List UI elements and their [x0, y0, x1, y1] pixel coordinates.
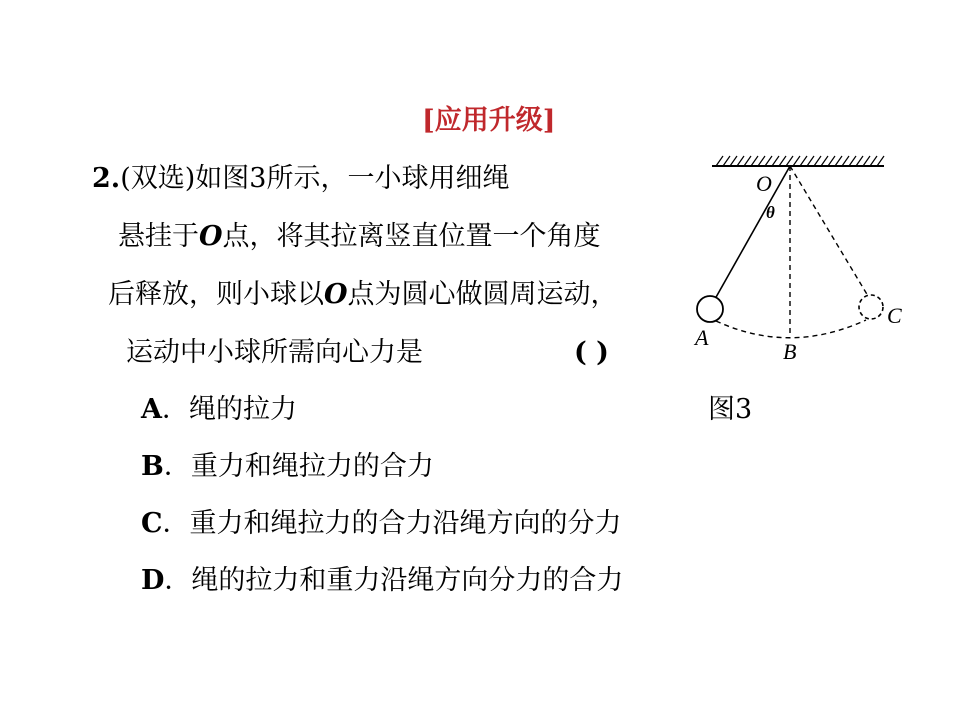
ball-c-dashed — [859, 295, 883, 319]
option-letter: A — [141, 394, 162, 425]
arc-path-dashed — [716, 320, 866, 338]
hatch-mark — [828, 156, 835, 166]
hatch-mark — [716, 156, 723, 166]
option-separator: ． — [163, 451, 191, 482]
option-a — [141, 393, 297, 427]
hatch-mark — [870, 156, 877, 166]
section-header: [应用升级] — [422, 105, 556, 136]
option-text: 重力和绳拉力的合力沿绳方向的分力 — [189, 508, 622, 539]
hatch-mark — [849, 156, 856, 166]
hatch-mark — [821, 156, 828, 166]
hatch-mark — [751, 156, 758, 166]
hatch-mark — [814, 156, 821, 166]
hatch-mark — [723, 156, 730, 166]
question-text-2a: 悬挂于 — [118, 221, 199, 252]
question-line-3 — [108, 278, 618, 312]
label-a: A — [695, 325, 709, 350]
option-c — [141, 507, 622, 541]
question-text-3b: 点为圆心做圆周运动， — [347, 279, 618, 310]
hatch-mark — [779, 156, 786, 166]
label-c: C — [887, 303, 902, 328]
point-o-label: O — [324, 279, 348, 310]
hatch-mark — [758, 156, 765, 166]
label-o: O — [756, 171, 772, 196]
hatch-mark — [863, 156, 870, 166]
string-to-a — [715, 166, 790, 299]
figure-caption: 图3 — [708, 394, 753, 425]
hatch-mark — [835, 156, 842, 166]
question-line-4: 运动中小球所需向心力是 — [126, 337, 423, 368]
option-text: 绳的拉力 — [188, 394, 297, 425]
option-d — [141, 564, 623, 598]
hatch-mark — [786, 156, 793, 166]
ceiling-hatch — [716, 156, 884, 166]
hatch-mark — [737, 156, 744, 166]
option-letter: C — [141, 508, 163, 539]
option-letter: D — [141, 565, 165, 596]
option-separator: ． — [162, 508, 190, 539]
option-text: 重力和绳拉力的合力 — [190, 451, 434, 482]
hatch-mark — [730, 156, 737, 166]
hatch-mark — [772, 156, 779, 166]
hatch-mark — [793, 156, 800, 166]
label-b: B — [783, 339, 797, 364]
question-number: 2. — [92, 163, 121, 194]
question-text-2b: 点，将其拉离竖直位置一个角度 — [222, 221, 601, 252]
hatch-mark — [842, 156, 849, 166]
label-theta: θ — [766, 203, 775, 222]
hatch-mark — [744, 156, 751, 166]
option-separator: ． — [161, 394, 189, 425]
hatch-mark — [877, 156, 884, 166]
pendulum-figure — [690, 146, 902, 366]
question-text-3a: 后释放，则小球以 — [108, 279, 324, 310]
answer-blank: ( ) — [574, 337, 609, 368]
hatch-mark — [765, 156, 772, 166]
string-to-c-dashed — [790, 166, 868, 296]
hatch-mark — [807, 156, 814, 166]
point-o-label: O — [199, 221, 223, 252]
question-text-1: 如图3所示，一小球用细绳 — [195, 163, 510, 194]
question-line-1 — [92, 162, 509, 196]
option-b — [141, 450, 434, 484]
ball-a — [697, 296, 723, 322]
option-text: 绳的拉力和重力沿绳方向分力的合力 — [191, 565, 624, 596]
hatch-mark — [856, 156, 863, 166]
option-separator: ． — [164, 565, 192, 596]
question-type-tag: (双选) — [120, 163, 196, 194]
option-letter: B — [141, 451, 164, 482]
question-line-2 — [118, 220, 601, 254]
hatch-mark — [800, 156, 807, 166]
